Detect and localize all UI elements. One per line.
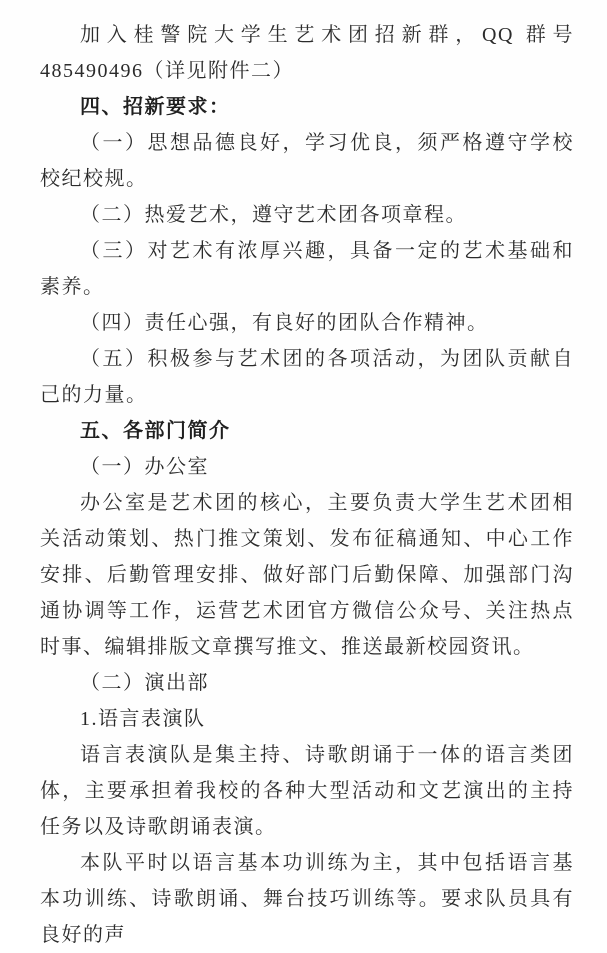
- requirement-item-1: （一）思想品德良好，学习优良，须严格遵守学校校纪校规。: [40, 132, 574, 190]
- paragraph-language-team-training: 本队平时以语言基本功训练为主，其中包括语言基本功训练、诗歌朗诵、舞台技巧训练等。要求队员具有良好的声: [40, 852, 574, 946]
- paragraph-office-description: 办公室是艺术团的核心，主要负责大学生艺术团相关活动策划、热门推文策划、发布征稿通知、中心工作安排、后勤管理安排、做好部门后勤保障、加强部门沟通协调等工作，运营艺术团官方微信公众号、关注热点时事、编辑排版文章撰写推文、推送最新校园资讯。: [40, 492, 574, 658]
- paragraph-language-team-description: 语言表演队是集主持、诗歌朗诵于一体的语言类团体，主要承担着我校的各种大型活动和文艺演出的主持任务以及诗歌朗诵表演。: [40, 744, 574, 838]
- paragraph-qq-group-continuation: 加入桂警院大学生艺术团招新群，QQ 群号 485490496（详见附件二）: [40, 24, 574, 82]
- subheading-office: （一）办公室: [80, 456, 209, 478]
- requirement-item-3: （三）对艺术有浓厚兴趣，具备一定的艺术基础和素养。: [40, 240, 574, 298]
- requirement-item-4: （四）责任心强，有良好的团队合作精神。: [80, 312, 489, 334]
- subheading-language-performance-team: 1.语言表演队: [80, 708, 206, 730]
- section-heading-department-intro: 五、各部门简介: [80, 420, 231, 442]
- section-heading-recruitment-requirements: 四、招新要求：: [80, 96, 231, 118]
- requirement-item-2: （二）热爱艺术，遵守艺术团各项章程。: [80, 204, 467, 226]
- subheading-performance-department: （二）演出部: [80, 672, 209, 694]
- requirement-item-5: （五）积极参与艺术团的各项活动，为团队贡献自己的力量。: [40, 348, 574, 406]
